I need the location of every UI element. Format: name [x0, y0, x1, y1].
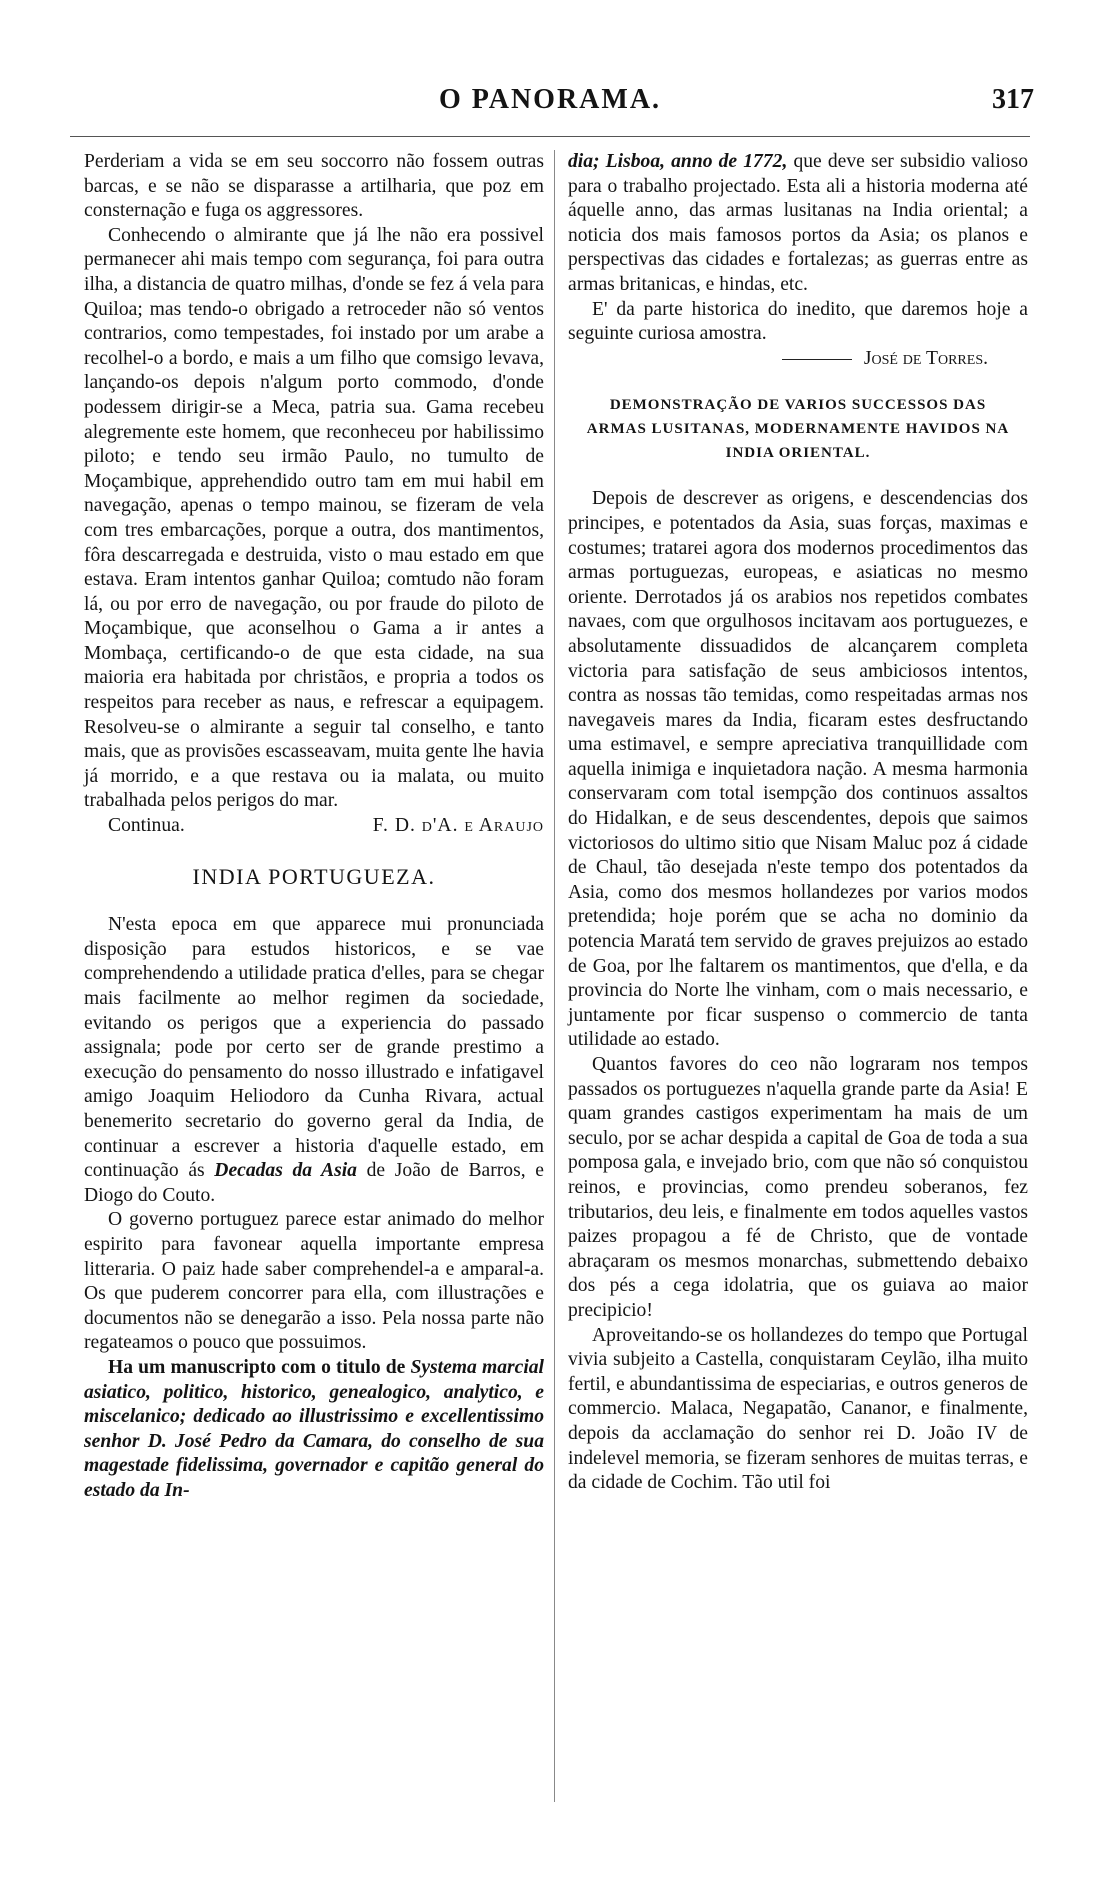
right-paragraph-3: Depois de descrever as origens, e descendencias dos principes, e potentados da Asia, suas forças, maximas e costumes; tratarei agora dos modernos procedimentos das armas portuguezas, europeas, e asiaticas no mesmo oriente. Derrotados já os arabios nos repetidos combates navaes, com que orgulhosos incitavam aos portuguezes, e absolutamente dissuadidos de alcançarem completa victoria para satisfação de seus ambiciosos intentos, contra as nossas tão temidas, como respeitadas armas nos navegaveis mares da India, ficaram estes desfructando uma estimavel, e sempre apreciativa tranquillidade com aquella inimiga e inquietadora nação. A mesma harmonia conservaram com total isempção dos continuos assaltos do Hidalkan, e de seus descendentes, depois que saimos victoriosos do ultimo sitio que Nisam Maluc poz á cidade de Chaul, tão desejada n'este tempo dos potentados da Asia, como dos mesmos hollandezes por varios modos pretendida; hoje porém que se acha no dominio da potencia Maratá tem servido de graves prejuizos ao estado de Goa, por lhe faltarem os mantimentos, que d'ella, e da provincia do Norte lhe vinham, com o mais necessario, e juntamente por ficar suspenso o commercio de tanta utilidade ao estado. [568, 488, 1028, 1051]
demonstration-title: DEMONSTRAÇÃO DE VARIOS SUCCESSOS DAS ARMAS LUSITANAS, MODERNAMENTE HAVIDOS NA INDIA ORIENTAL. [586, 397, 1010, 462]
torres-signature-line [568, 347, 1028, 372]
manuscript-title: Systema marcial asiatico, politico, historico, genealogico, analytico, e miscelanico; dedicado ao illustrissimo e excellentissimo senhor D. José Pedro da Camara, do conselho de sua magestade fidelissima, governador e capitão general do estado da In- [84, 1356, 545, 1501]
left-paragraph-5 [84, 1356, 544, 1504]
continua-line [84, 814, 544, 839]
author-signature: F. D. d'A. e Araujo [372, 815, 544, 837]
left-paragraph-3-text: N'esta epoca em que apparece mui pronunciada disposição para estudos historicos, e se vae comprehendendo a utilidade pratica d'elles, para se chegar mais facilmente ao melhor regimen da sociedade, evitando os perigos que a experiencia do passado assignala; pode por certo ser de grande prestimo a execução do pensamento do nosso illustrado e infatigavel amigo Joaquim Heliodoro da Cunha Rivara, actual benemerito secretario do governo geral da India, de continuar a escrever a historia d'aquelle estado, em continuação ás [84, 914, 544, 1182]
left-paragraph-4: O governo portuguez parece estar animado do melhor espirito para favonear aquella importante empresa litteraria. O paiz hade saber comprehendel-a e amparal-a. Os que puderem concorrer para ella, com illustrações e documentos não se denegarão a isso. Pela nossa parte não regateamos o pouco que possuimos. [84, 1209, 544, 1354]
manuscript-title-end: dia; Lisboa, anno de 1772, [568, 151, 788, 172]
left-column [84, 150, 544, 1503]
right-paragraph-4: Quantos favores do ceo não lograram nos tempos passados os portuguezes n'aquella grande parte da Asia! E quam grandes castigos experimentam ha mais de um seculo, por se achar despida a capital de Goa de toda a sua pomposa gala, e invejado brio, com que não só conquistou reinos, e provincias, como prendeu soberanos, fez tributarios, deu leis, e finalmente em todos aquelles vastos paizes propagou a fé de Christo, que de vontade abraçaram os mesmos monarchas, submettendo debaixo dos pés a cega idolatria, que os guiava ao maior precipicio! [568, 1054, 1028, 1321]
page-header [66, 84, 1034, 124]
right-paragraph-1 [568, 150, 1028, 298]
right-paragraph-2: E' da parte historica do inedito, que daremos hoje a seguinte curiosa amostra. [568, 298, 1028, 345]
page-number: 317 [992, 84, 1034, 115]
left-paragraph-3-end: de João de Barros, e Diogo do Couto. [84, 1160, 544, 1206]
continua-label: Continua. [108, 815, 185, 837]
right-paragraph-1-text: que deve ser subsidio valioso para o trabalho projectado. Esta ali a historia moderna até áquelle anno, das armas lusitanas na India oriental; a noticia dos mais famosos portos da Asia; os planos e perspectivas das cidades e fortalezas; as guerras entre as armas britanicas, e hindas, etc. [568, 151, 1028, 295]
left-paragraph-3 [84, 913, 544, 1208]
left-paragraph-2: Conhecendo o almirante que já lhe não era possivel permanecer ahi mais tempo com segurança, foi para outra ilha, a distancia de quatro milhas, d'onde se fez á vela para Quiloa; mas tendo-o obrigado a retroceder não só ventos contrarios, como tempestades, foi instado por um arabe a recolhel-o a bordo, e mais a um filho que comsigo levava, lançando-os depois n'algum porto commodo, d'onde podessem dirigir-se a Meca, patria sua. Gama recebeu alegremente este homem, que reconheceu por habilissimo piloto; e tendo seu irmão Paulo, no tumulto de Moçambique, apprehendido outro tam em mui habil em navegação, apenas o tempo mainou, se fizeram de vela com tres embarcações, porque a outra, dos mantimentos, fôra descarregada e destruida, visto o mau estado em que estava. Eram intentos ganhar Quiloa; comtudo não foram lá, ou por erro de navegação, ou por fraude do piloto de Moçambique, que aconselhou o Gama a ir antes a Mombaça, certificando-o de que esta cidade, na sua maioria era habitada por christãos, e propria a todos os respeitos para receber as naus, e refrescar a equipagem. Resolveu-se o almirante a seguir tal conselho, e tanto mais, que as provisões escasseavam, muita gente lhe havia já morrido, e a que restava ou ia malata, ou muito trabalhada pelos perigos do mar. [84, 224, 544, 812]
right-paragraph-5: Aproveitando-se os hollandezes do tempo que Portugal vivia subjeito a Castella, conquistaram Ceylão, ilha muito fertil, e abundantissima de especiarias, e outros generos de commercio. Malaca, Negapatão, Cananor, e finalmente, depois da acclamação do senhor rei D. João IV de indelevel memoria, se fizeram senhores de muitas terras, e da cidade de Cochim. Tão util foi [568, 1324, 1028, 1494]
column-divider [554, 150, 555, 1802]
header-rule [70, 136, 1030, 137]
running-title: O PANORAMA. [438, 84, 662, 115]
signature-dash [782, 359, 852, 360]
section-title: INDIA PORTUGUEZA. [192, 863, 436, 889]
right-column [568, 150, 1028, 1496]
torres-signature: José de Torres. [863, 347, 988, 369]
decadas-title: Decadas da Asia [214, 1160, 357, 1182]
left-paragraph-1: Perderiam a vida se em seu soccorro não fossem outras barcas, e se não se disparasse a artilharia, que poz em consternação e fuga os aggressores. [84, 151, 544, 222]
left-paragraph-5-text: Ha um manuscripto com o titulo de [108, 1356, 411, 1378]
